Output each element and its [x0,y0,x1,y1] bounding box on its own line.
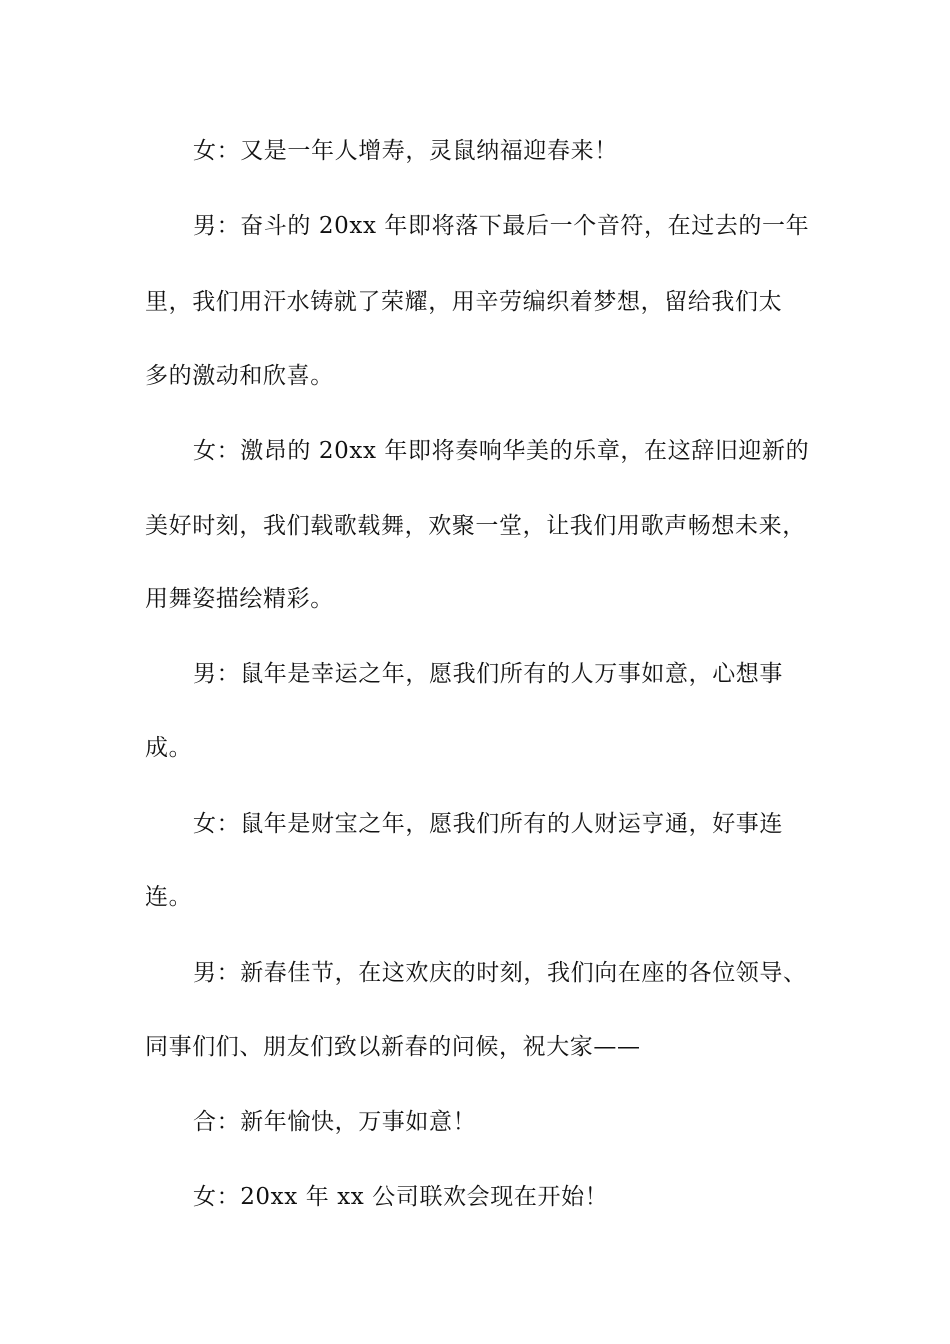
text-line: 美好时刻，我们载歌载舞，欢聚一堂，让我们用歌声畅想未来， [145,513,806,539]
text-line: 男：新春佳节，在这欢庆的时刻，我们向在座的各位领导、 [193,960,807,986]
text-line: 女：激昂的 20xx 年即将奏响华美的乐章，在这辞旧迎新的 [193,438,810,464]
text-line: 女：又是一年人增寿，灵鼠纳福迎春来！ [193,138,618,164]
text-line: 男：鼠年是幸运之年，愿我们所有的人万事如意，心想事 [193,661,783,687]
text-line: 同事们们、朋友们致以新春的问候，祝大家—— [145,1034,641,1060]
text-line: 连。 [145,884,193,910]
text-line: 女：鼠年是财宝之年，愿我们所有的人财运亨通，好事连 [193,811,783,837]
text-line: 男：奋斗的 20xx 年即将落下最后一个音符，在过去的一年 [193,213,810,239]
text-line: 多的激动和欣喜。 [145,363,334,389]
text-line: 合：新年愉快，万事如意！ [193,1109,477,1135]
text-line: 用舞姿描绘精彩。 [145,586,334,612]
text-line: 女：20xx 年 xx 公司联欢会现在开始！ [193,1184,609,1210]
text-line: 里，我们用汗水铸就了荣耀，用辛劳编织着梦想，留给我们太 [145,289,783,315]
text-line: 成。 [145,735,193,761]
